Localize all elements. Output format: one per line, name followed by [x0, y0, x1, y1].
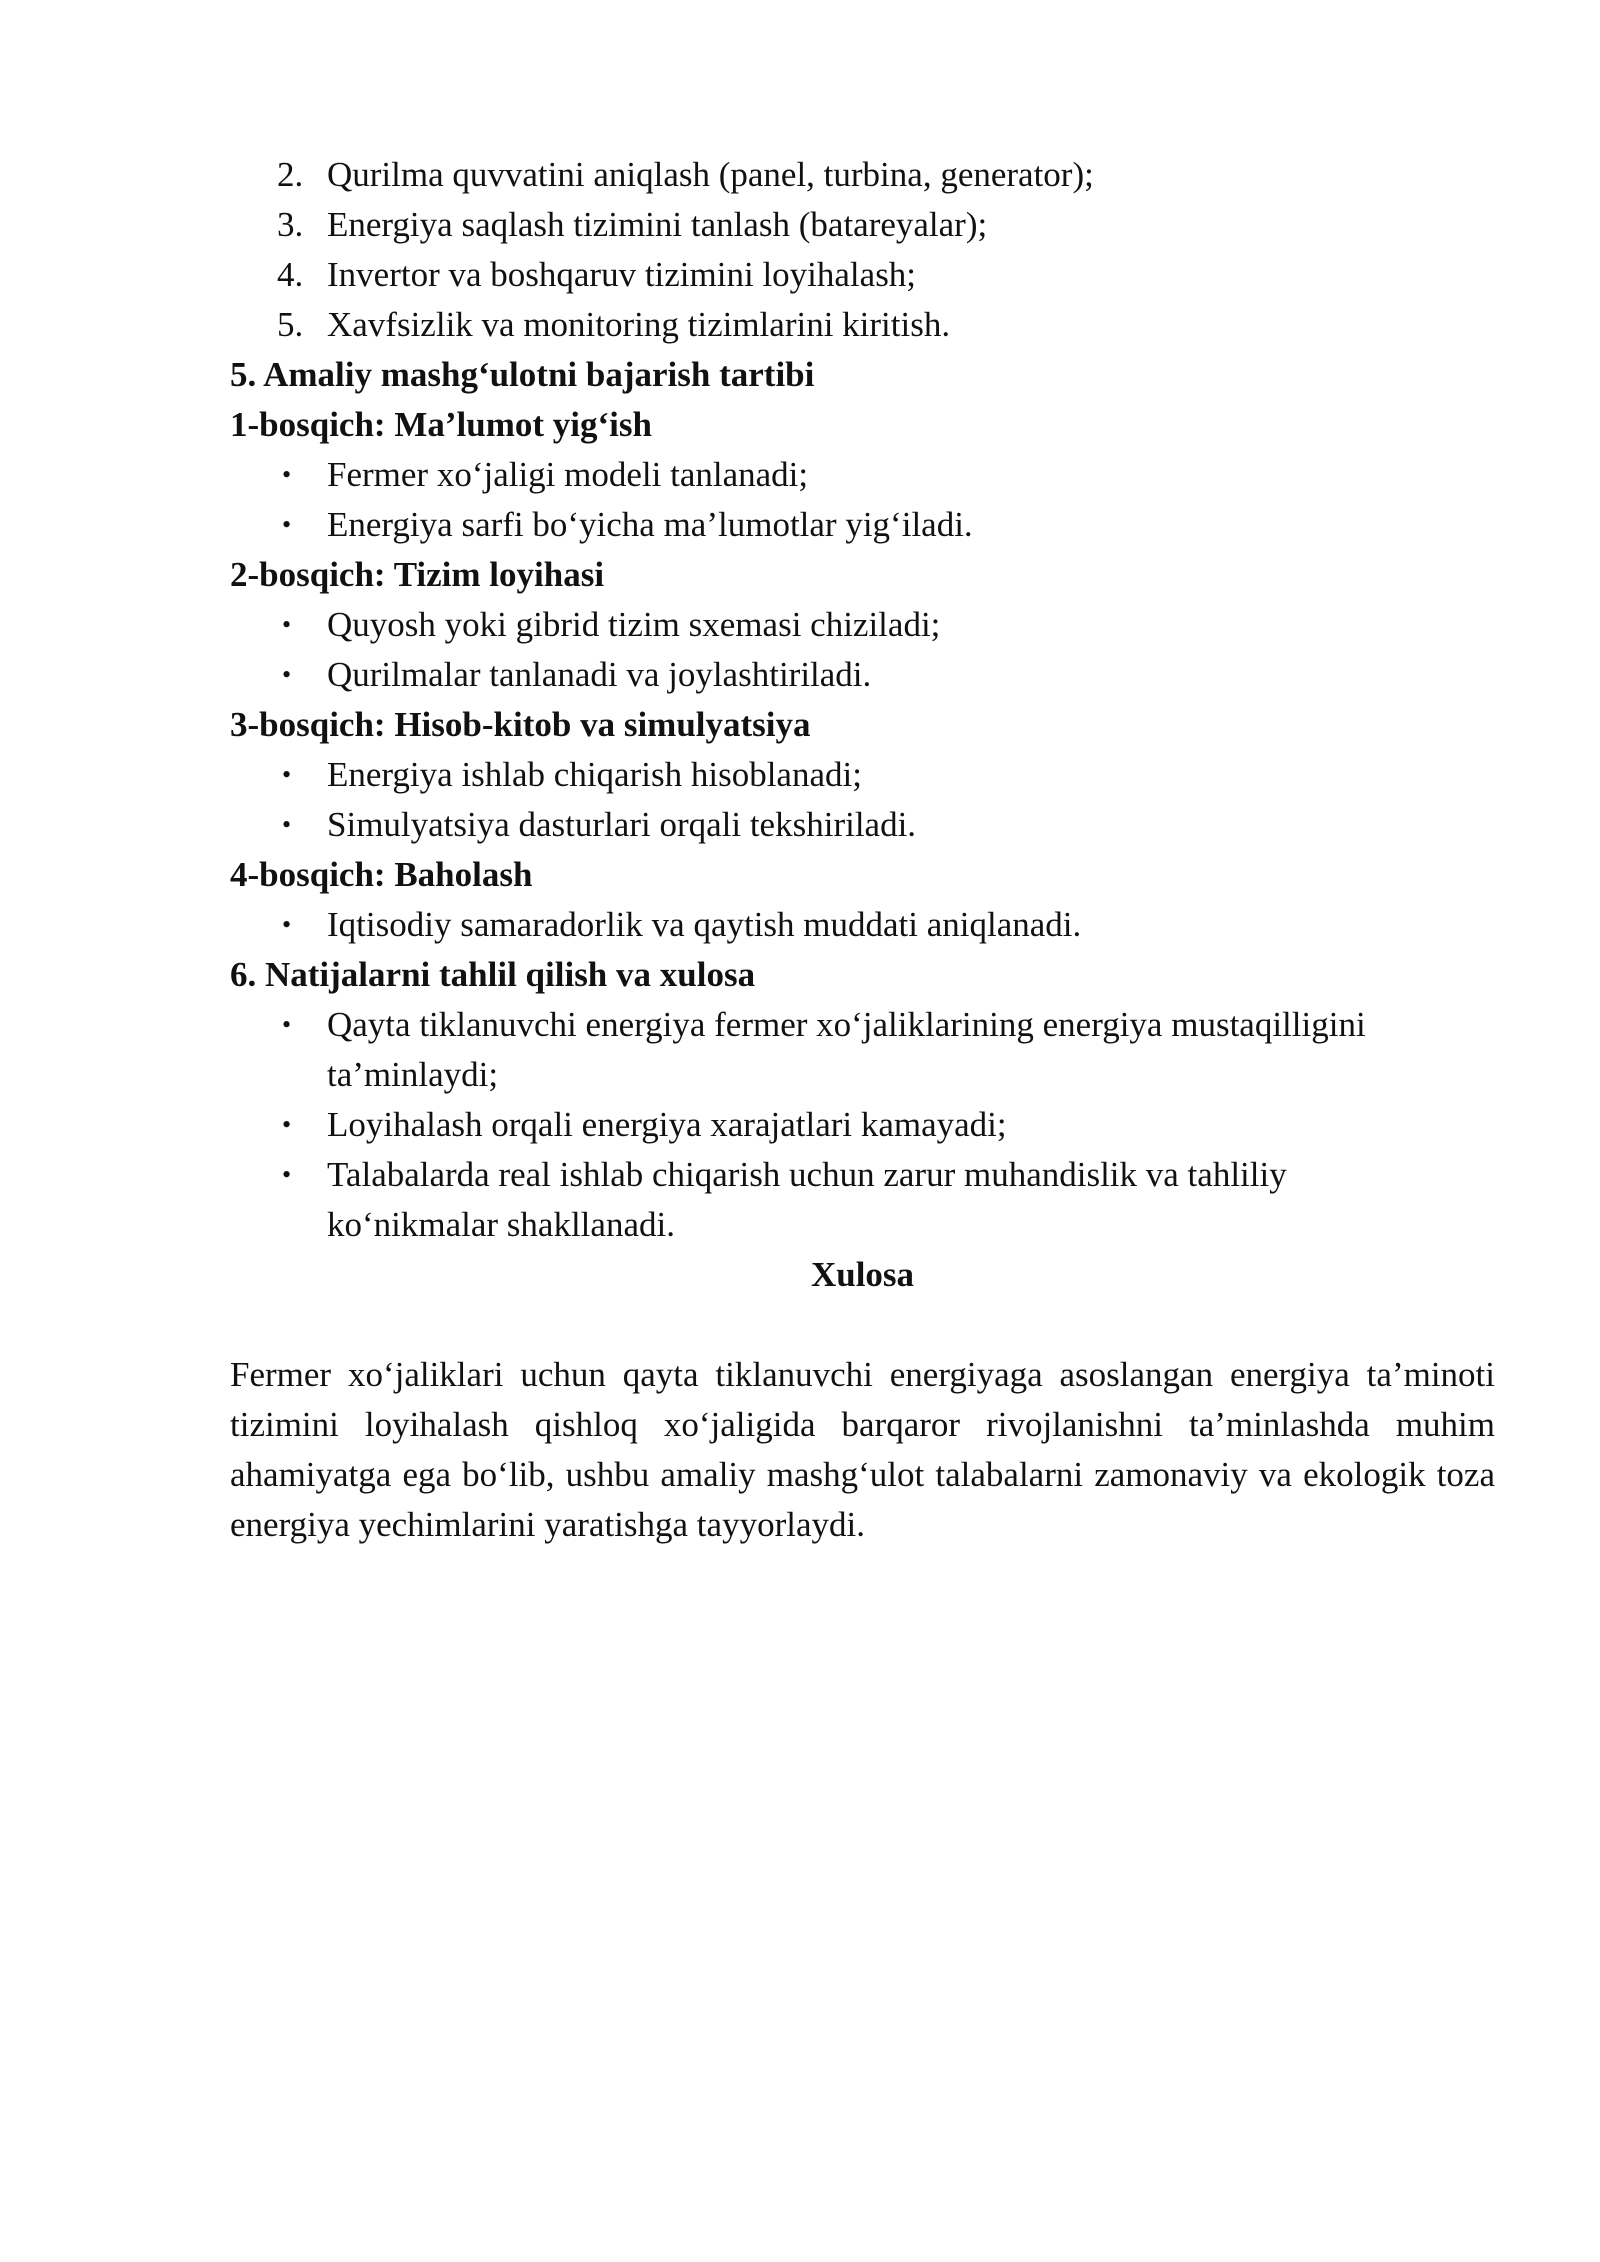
list-item-text: Invertor va boshqaruv tizimini loyihalash;	[327, 255, 917, 294]
bullet-icon: •	[282, 1010, 292, 1039]
bullet-item	[230, 600, 1495, 650]
bullet-text: Fermer xo‘jaligi modeli tanlanadi;	[327, 455, 809, 494]
bullet-text: Simulyatsiya dasturlari orqali tekshiriladi.	[327, 805, 917, 844]
bullet-item	[230, 1100, 1495, 1150]
bullet-icon: •	[282, 460, 292, 489]
bullet-item	[230, 650, 1495, 700]
bullet-icon: •	[282, 510, 292, 539]
bullet-text: Energiya sarfi bo‘yicha ma’lumotlar yig‘iladi.	[327, 505, 973, 544]
bullet-text: Quyosh yoki gibrid tizim sxemasi chiziladi;	[327, 605, 941, 644]
conclusion-heading: Xulosa	[810, 1255, 915, 1294]
bullet-icon: •	[282, 910, 292, 939]
list-number: 4.	[277, 255, 304, 294]
bullet-icon: •	[282, 1110, 292, 1139]
bullet-item	[230, 900, 1495, 950]
list-number: 3.	[277, 205, 304, 244]
bullet-icon: •	[282, 1160, 292, 1189]
list-number: 2.	[277, 155, 304, 194]
list-item-text: Energiya saqlash tizimini tanlash (batareyalar);	[327, 205, 988, 244]
bullet-text: Qurilmalar tanlanadi va joylashtiriladi.	[327, 655, 872, 694]
section-heading: 6. Natijalarni tahlil qilish va xulosa	[230, 955, 756, 994]
numbered-list-item	[230, 200, 1495, 250]
bullet-text: Loyihalash orqali energiya xarajatlari kamayadi;	[327, 1105, 1007, 1144]
bullet-text: Qayta tiklanuvchi energiya fermer xo‘jaliklarining energiya mustaqilligini ta’minlaydi;	[327, 1005, 1366, 1094]
section-heading: 5. Amaliy mashg‘ulotni bajarish tartibi	[230, 355, 815, 394]
bullet-icon: •	[282, 810, 292, 839]
bullet-item	[230, 450, 1495, 500]
stage-heading: 1-bosqich: Ma’lumot yig‘ish	[230, 405, 652, 444]
list-item-text: Xavfsizlik va monitoring tizimlarini kiritish.	[327, 305, 951, 344]
stage-heading: 3-bosqich: Hisob-kitob va simulyatsiya	[230, 705, 811, 744]
bullet-icon: •	[282, 610, 292, 639]
list-number: 5.	[277, 305, 304, 344]
bullet-text: Iqtisodiy samaradorlik va qaytish muddati aniqlanadi.	[327, 905, 1082, 944]
stage-heading: 4-bosqich: Baholash	[230, 855, 533, 894]
numbered-list-item	[230, 150, 1495, 200]
spacer	[230, 1300, 1495, 1350]
bullet-text: Talabalarda real ishlab chiqarish uchun zarur muhandislik va tahliliy ko‘nikmalar shakllanadi.	[327, 1155, 1287, 1244]
bullet-text: Energiya ishlab chiqarish hisoblanadi;	[327, 755, 862, 794]
bullet-item	[230, 500, 1495, 550]
bullet-item	[230, 800, 1495, 850]
numbered-list-item	[230, 300, 1495, 350]
conclusion-paragraph: Fermer xo‘jaliklari uchun qayta tiklanuvchi energiyaga asoslangan energiya ta’minoti tizimini loyihalash qishloq xo‘jaligida barqaror rivojlanishni ta’minlashda muhim ahamiyatga ega bo‘lib, ushbu amaliy mashg‘ulot talabalarni zamonaviy va ekologik toza energiya yechimlarini yaratishga tayyorlaydi.	[230, 1355, 1495, 1544]
bullet-item	[230, 1000, 1495, 1100]
list-item-text: Qurilma quvvatini aniqlash (panel, turbina, generator);	[327, 155, 1094, 194]
bullet-item	[230, 750, 1495, 800]
bullet-icon: •	[282, 760, 292, 789]
stage-heading: 2-bosqich: Tizim loyihasi	[230, 555, 605, 594]
bullet-item	[230, 1150, 1495, 1250]
document-page	[230, 150, 1495, 1550]
numbered-list-item	[230, 250, 1495, 300]
bullet-icon: •	[282, 660, 292, 689]
